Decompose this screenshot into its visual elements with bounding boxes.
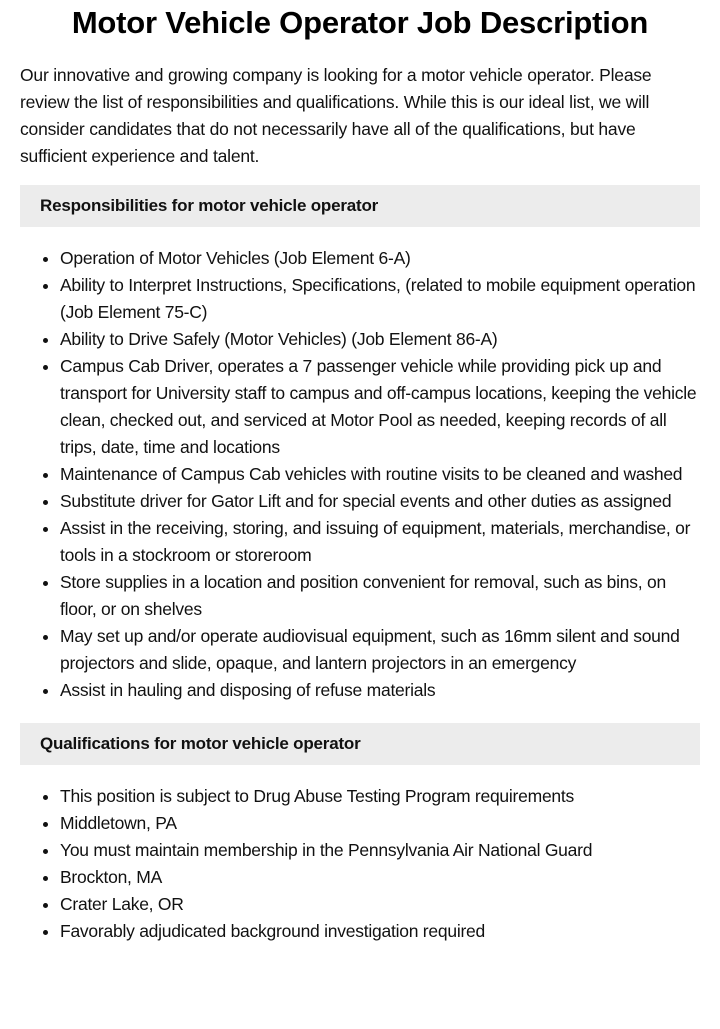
- list-item: Ability to Drive Safely (Motor Vehicles) (Job Element 86-A): [60, 326, 700, 353]
- list-item: May set up and/or operate audiovisual equipment, such as 16mm silent and sound projectors and slide, opaque, and lantern projectors in an emergency: [60, 623, 700, 677]
- intro-paragraph: Our innovative and growing company is looking for a motor vehicle operator. Please review the list of responsibilities and qualifications. While this is our ideal list, we will consider candidates that do not necessarily have all of the qualifications, but have sufficient experience and talent.: [20, 65, 652, 166]
- list-item: Operation of Motor Vehicles (Job Element 6-A): [60, 245, 700, 272]
- list-item: Campus Cab Driver, operates a 7 passenger vehicle while providing pick up and transport for University staff to campus and off-campus locations, keeping the vehicle clean, checked out, and serviced at Motor Pool as needed, keeping records of all trips, date, time and locations: [60, 353, 700, 461]
- qualifications-list: [20, 783, 700, 945]
- list-item: Assist in hauling and disposing of refuse materials: [60, 677, 700, 704]
- list-item: Ability to Interpret Instructions, Specifications, (related to mobile equipment operation (Job Element 75-C): [60, 272, 700, 326]
- list-item: Brockton, MA: [60, 864, 700, 891]
- list-item: You must maintain membership in the Pennsylvania Air National Guard: [60, 837, 700, 864]
- list-item: Maintenance of Campus Cab vehicles with routine visits to be cleaned and washed: [60, 461, 700, 488]
- list-item: Crater Lake, OR: [60, 891, 700, 918]
- responsibilities-list: [20, 245, 700, 704]
- list-item: Assist in the receiving, storing, and issuing of equipment, materials, merchandise, or tools in a stockroom or storeroom: [60, 515, 700, 569]
- list-item: Substitute driver for Gator Lift and for special events and other duties as assigned: [60, 488, 700, 515]
- list-item: This position is subject to Drug Abuse Testing Program requirements: [60, 783, 700, 810]
- qualifications-heading: Qualifications for motor vehicle operator: [20, 723, 700, 765]
- responsibilities-heading: Responsibilities for motor vehicle operator: [20, 185, 700, 227]
- list-item: Favorably adjudicated background investigation required: [60, 918, 700, 945]
- page-title: Motor Vehicle Operator Job Description: [71, 5, 649, 40]
- list-item: Middletown, PA: [60, 810, 700, 837]
- list-item: Store supplies in a location and position convenient for removal, such as bins, on floor, or on shelves: [60, 569, 700, 623]
